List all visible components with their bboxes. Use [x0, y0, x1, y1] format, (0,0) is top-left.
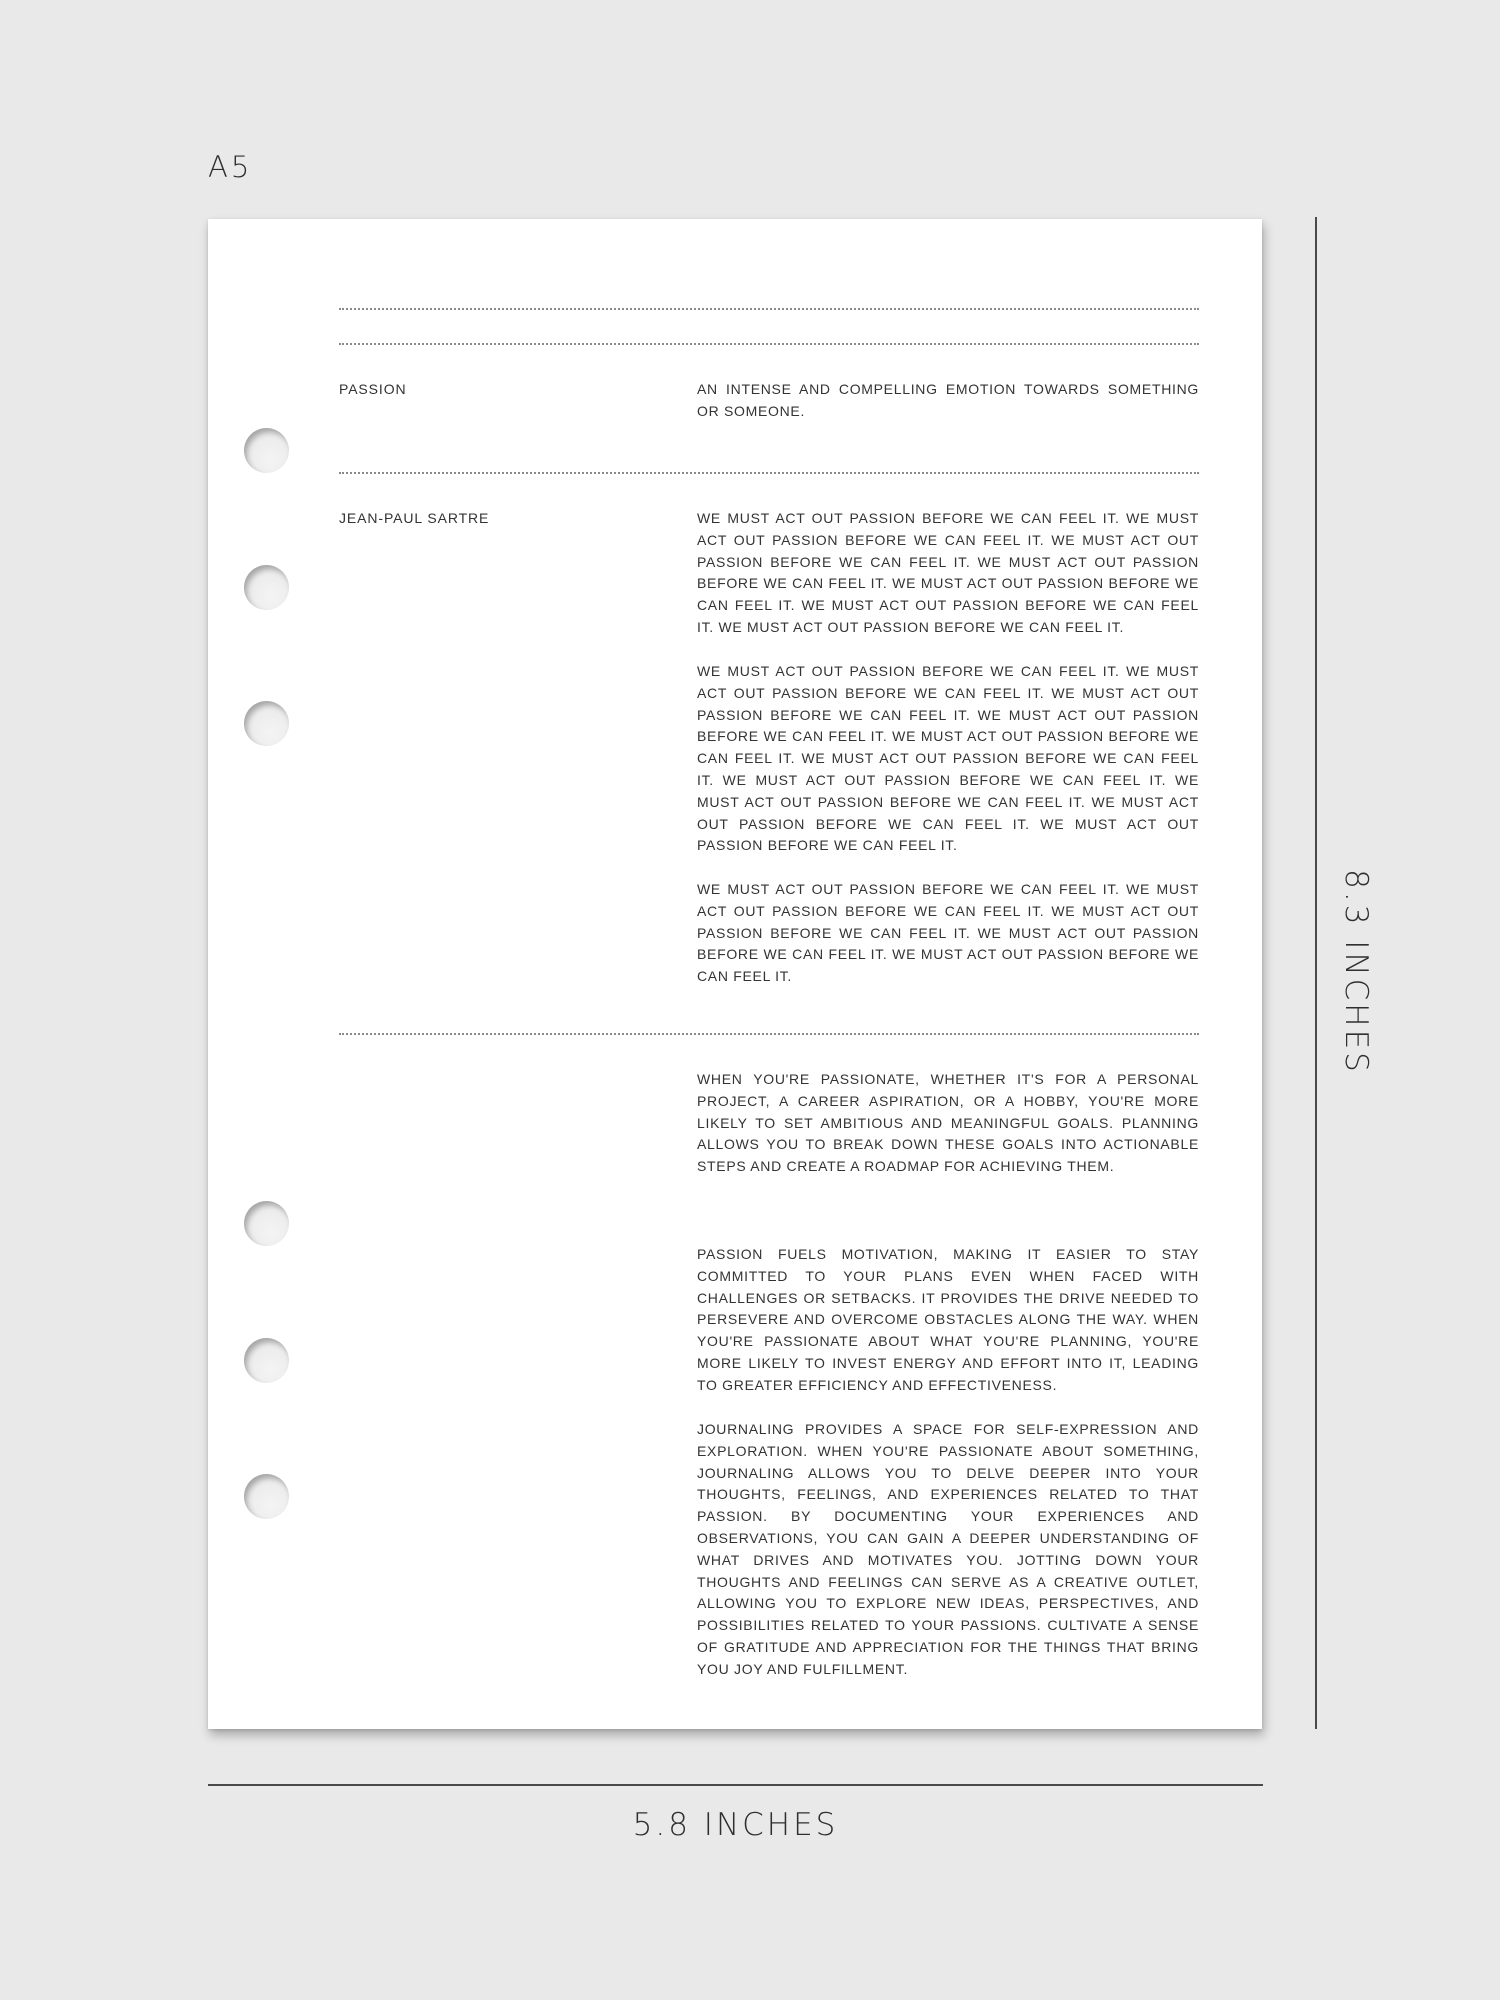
- binder-hole: [244, 1201, 289, 1246]
- body-paragraph: JOURNALING PROVIDES A SPACE FOR SELF-EXPRESSION AND EXPLORATION. WHEN YOU'RE PASSIONATE ABOUT SOMETHING, JOURNALING ALLOWS YOU TO DELVE DEEPER INTO YOUR THOUGHTS, FEELINGS, AND EXPERIENCES RELATED TO THAT PASSION. BY DOCUMENTING YOUR EXPERIENCES AND OBSERVATIONS, YOU CAN GAIN A DEEPER UNDERSTANDING OF WHAT DRIVES AND MOTIVATES YOU. JOTTING DOWN YOUR THOUGHTS AND FEELINGS CAN SERVE AS A CREATIVE OUTLET, ALLOWING YOU TO EXPLORE NEW IDEAS, PERSPECTIVES, AND POSSIBILITIES RELATED TO YOUR PASSIONS. CULTIVATE A SENSE OF GRATITUDE AND APPRECIATION FOR THE THINGS THAT BRING YOU JOY AND FULFILLMENT.: [697, 1421, 1199, 1677]
- height-dimension-label: 8.3 INCHES: [1338, 869, 1374, 1075]
- width-dimension-line: [208, 1784, 1263, 1786]
- size-label: A5: [208, 150, 253, 184]
- binder-hole: [244, 1338, 289, 1383]
- height-dimension-line: [1315, 217, 1317, 1729]
- quote-paragraph: WE MUST ACT OUT PASSION BEFORE WE CAN FEEL IT. WE MUST ACT OUT PASSION BEFORE WE CAN FEEL IT. WE MUST ACT OUT PASSION BEFORE WE CAN FEEL IT. WE MUST ACT OUT PASSION BEFORE WE CAN FEEL IT. WE MUST ACT OUT PASSION BEFORE WE CAN FEEL IT. WE MUST ACT OUT PASSION BEFORE WE CAN FEEL IT. WE MUST ACT OUT PASSION BEFORE WE CAN FEEL IT. WE MUST ACT OUT PASSION BEFORE WE CAN FEEL IT. WE MUST ACT OUT PASSION BEFORE WE CAN FEEL IT. WE MUST ACT OUT PASSION BEFORE WE CAN FEEL IT.: [697, 663, 1199, 854]
- dotted-rule: [339, 308, 1199, 310]
- binder-hole: [244, 428, 289, 473]
- binder-hole: [244, 701, 289, 746]
- quote-paragraph: WE MUST ACT OUT PASSION BEFORE WE CAN FEEL IT. WE MUST ACT OUT PASSION BEFORE WE CAN FEEL IT. WE MUST ACT OUT PASSION BEFORE WE CAN FEEL IT. WE MUST ACT OUT PASSION BEFORE WE CAN FEEL IT. WE MUST ACT OUT PASSION BEFORE WE CAN FEEL IT.: [697, 881, 1199, 985]
- dotted-rule: [339, 1033, 1199, 1035]
- quote-paragraph: WE MUST ACT OUT PASSION BEFORE WE CAN FEEL IT. WE MUST ACT OUT PASSION BEFORE WE CAN FEEL IT. WE MUST ACT OUT PASSION BEFORE WE CAN FEEL IT. WE MUST ACT OUT PASSION BEFORE WE CAN FEEL IT. WE MUST ACT OUT PASSION BEFORE WE CAN FEEL IT. WE MUST ACT OUT PASSION BEFORE WE CAN FEEL IT. WE MUST ACT OUT PASSION BEFORE WE CAN FEEL IT.: [697, 510, 1199, 635]
- dotted-rule: [339, 472, 1199, 474]
- a5-planner-sheet: [208, 219, 1262, 1729]
- definition-text: AN INTENSE AND COMPELLING EMOTION TOWARDS SOMETHING OR SOMEONE.: [697, 381, 1199, 419]
- body-paragraph: WHEN YOU'RE PASSIONATE, WHETHER IT'S FOR A PERSONAL PROJECT, A CAREER ASPIRATION, OR A HOBBY, YOU'RE MORE LIKELY TO SET AMBITIOUS AND MEANINGFUL GOALS. PLANNING ALLOWS YOU TO BREAK DOWN THESE GOALS INTO ACTIONABLE STEPS AND CREATE A ROADMAP FOR ACHIEVING THEM.: [697, 1071, 1199, 1175]
- dotted-rule: [339, 343, 1199, 345]
- row-label-passion: PASSION: [339, 381, 407, 397]
- binder-hole: [244, 565, 289, 610]
- width-dimension-label: 5.8 INCHES: [632, 1807, 839, 1843]
- binder-hole: [244, 1474, 289, 1519]
- row-label-author: JEAN-PAUL SARTRE: [339, 510, 490, 526]
- body-paragraph: PASSION FUELS MOTIVATION, MAKING IT EASIER TO STAY COMMITTED TO YOUR PLANS EVEN WHEN FACED WITH CHALLENGES OR SETBACKS. IT PROVIDES THE DRIVE NEEDED TO PERSEVERE AND OVERCOME OBSTACLES ALONG THE WAY. WHEN YOU'RE PASSIONATE ABOUT WHAT YOU'RE PLANNING, YOU'RE MORE LIKELY TO INVEST ENERGY AND EFFORT INTO IT, LEADING TO GREATER EFFICIENCY AND EFFECTIVENESS.: [697, 1246, 1199, 1393]
